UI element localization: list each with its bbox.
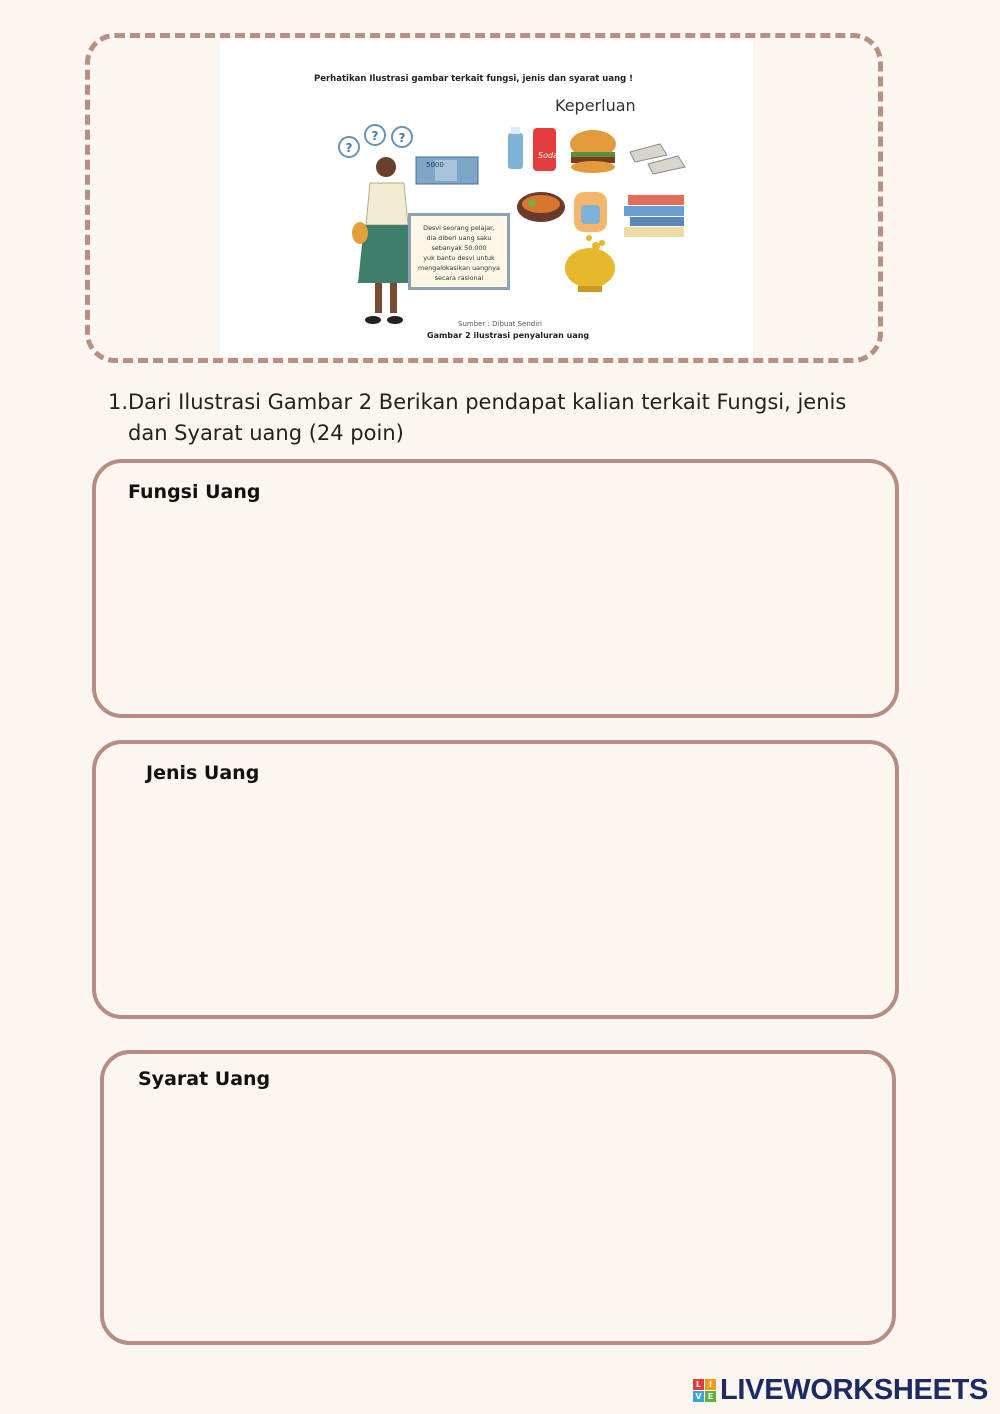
logo-text: LIVEWORKSHEETS (720, 1373, 989, 1406)
logo-grid-icon (693, 1379, 716, 1402)
piggy-bank-icon (565, 235, 615, 292)
speech-line: dia diberi uang saku (426, 234, 492, 242)
backpack-icon (574, 192, 607, 232)
speech-line: sebanyak 50.000 (431, 244, 487, 252)
logo-letter: V (693, 1391, 704, 1402)
keperluan-label: Keperluan (555, 96, 636, 115)
soda-label: Soda (538, 151, 558, 160)
logo-letter: E (705, 1391, 716, 1402)
banknote-value: 5000 (426, 161, 444, 169)
liveworksheets-logo[interactable] (693, 1375, 988, 1405)
speech-line: secara rasional (434, 274, 484, 282)
speech-line: mengalokasikan uangnya (418, 264, 500, 272)
burger-icon (570, 130, 616, 173)
fungsi-uang-label: Fungsi Uang (128, 481, 261, 503)
soda-can-icon (533, 128, 558, 171)
syarat-uang-label: Syarat Uang (138, 1068, 271, 1090)
food-bowl-icon (517, 192, 565, 222)
illustration-caption: Gambar 2 ilustrasi penyaluran uang (427, 331, 590, 340)
speech-line: yuk bantu desvi untuk (423, 254, 495, 262)
speech-line: Desvi seorang pelajar, (423, 224, 495, 232)
speech-box (408, 213, 510, 290)
fungsi-uang-answer-box[interactable] (92, 459, 899, 718)
illustration-source: Sumber : Dibuat Sendiri (458, 320, 543, 328)
svg-text:?: ? (371, 129, 379, 143)
banknote-icon (416, 157, 478, 184)
illustration-drawing (220, 40, 753, 357)
jenis-uang-label: Jenis Uang (146, 762, 260, 784)
books-icon (624, 195, 684, 237)
water-bottle-icon (508, 127, 523, 169)
syarat-uang-answer-box[interactable] (100, 1050, 896, 1345)
jenis-uang-answer-box[interactable] (92, 740, 899, 1019)
illustration-image (220, 40, 753, 357)
question-text: Dari Ilustrasi Gambar 2 Berikan pendapat kalian terkait Fungsi, jenis dan Syarat uang (24 poin) (128, 390, 847, 445)
svg-text:?: ? (345, 141, 353, 155)
question-1 (108, 387, 888, 449)
svg-text:?: ? (398, 131, 406, 145)
question-number: 1. (108, 390, 129, 414)
logo-letter: L (693, 1379, 704, 1390)
logo-letter: I (705, 1379, 716, 1390)
shoes-icon (630, 144, 685, 174)
illustration-heading: Perhatikan Ilustrasi gambar terkait fungsi, jenis dan syarat uang ! (314, 74, 634, 84)
